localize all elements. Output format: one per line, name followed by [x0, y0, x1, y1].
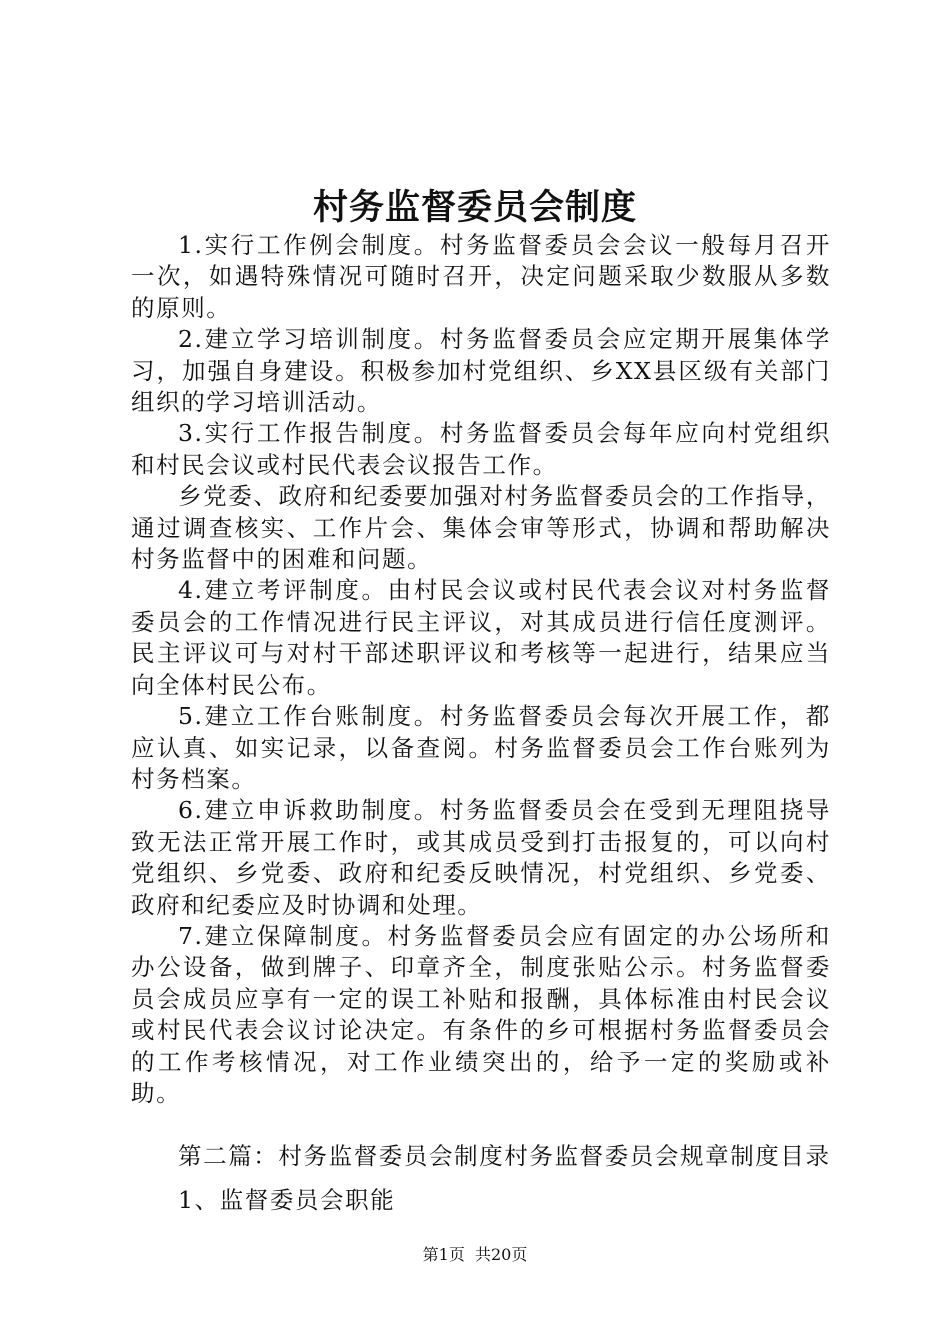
page-footer [0, 1244, 950, 1266]
document-body [131, 230, 831, 1216]
paragraph-guidance: 乡党委、政府和纪委要加强对村务监督委员会的工作指导，通过调查核实、工作片会、集体会审等形式，协调和帮助解决村务监督中的困难和问题。 [131, 482, 831, 574]
page-number: 第1页 共20页 [422, 1245, 528, 1264]
section-heading: 第二篇：村务监督委员会制度村务监督委员会规章制度目录 [178, 1142, 831, 1171]
paragraph-training: 2.建立学习培训制度。村务监督委员会应定期开展集体学习，加强自身建设。积极参加村党组织、乡XX县区级有关部门组织的学习培训活动。 [131, 325, 831, 417]
paragraph-evaluation: 4.建立考评制度。由村民会议或村民代表会议对村务监督委员会的工作情况进行民主评议，对其成员进行信任度测评。民主评议可与对村干部述职评议和考核等一起进行，结果应当向全体村民公布。 [131, 576, 831, 699]
section-item: 1、监督委员会职能 [178, 1185, 396, 1214]
paragraph-appeal: 6.建立申诉救助制度。村务监督委员会在受到无理阻挠导致无法正常开展工作时，或其成员受到打击报复的，可以向村党组织、乡党委、政府和纪委反映情况，村党组织、乡党委、政府和纪委应及时协调和处理。 [131, 796, 831, 919]
paragraph-regular-meeting: 1.实行工作例会制度。村务监督委员会会议一般每月召开一次，如遇特殊情况可随时召开，决定问题采取少数服从多数的原则。 [131, 231, 831, 322]
document-title: 村务监督委员会制度 [312, 187, 637, 228]
paragraph-work-report: 3.实行工作报告制度。村务监督委员会每年应向村党组织和村民会议或村民代表会议报告工作。 [131, 419, 831, 479]
paragraph-ledger: 5.建立工作台账制度。村务监督委员会每次开展工作，都应认真、如实记录，以备查阅。村务监督委员会工作台账列为村务档案。 [131, 702, 831, 793]
paragraph-guarantee: 7.建立保障制度。村务监督委员会应有固定的办公场所和办公设备，做到牌子、印章齐全，制度张贴公示。村务监督委员会成员应享有一定的误工补贴和报酬，具体标准由村民会议或村民代表会议讨论决定。有条件的乡可根据村务监督委员会的工作考核情况，对工作业绩突出的，给予一定的奖励或补助。 [131, 921, 831, 1107]
